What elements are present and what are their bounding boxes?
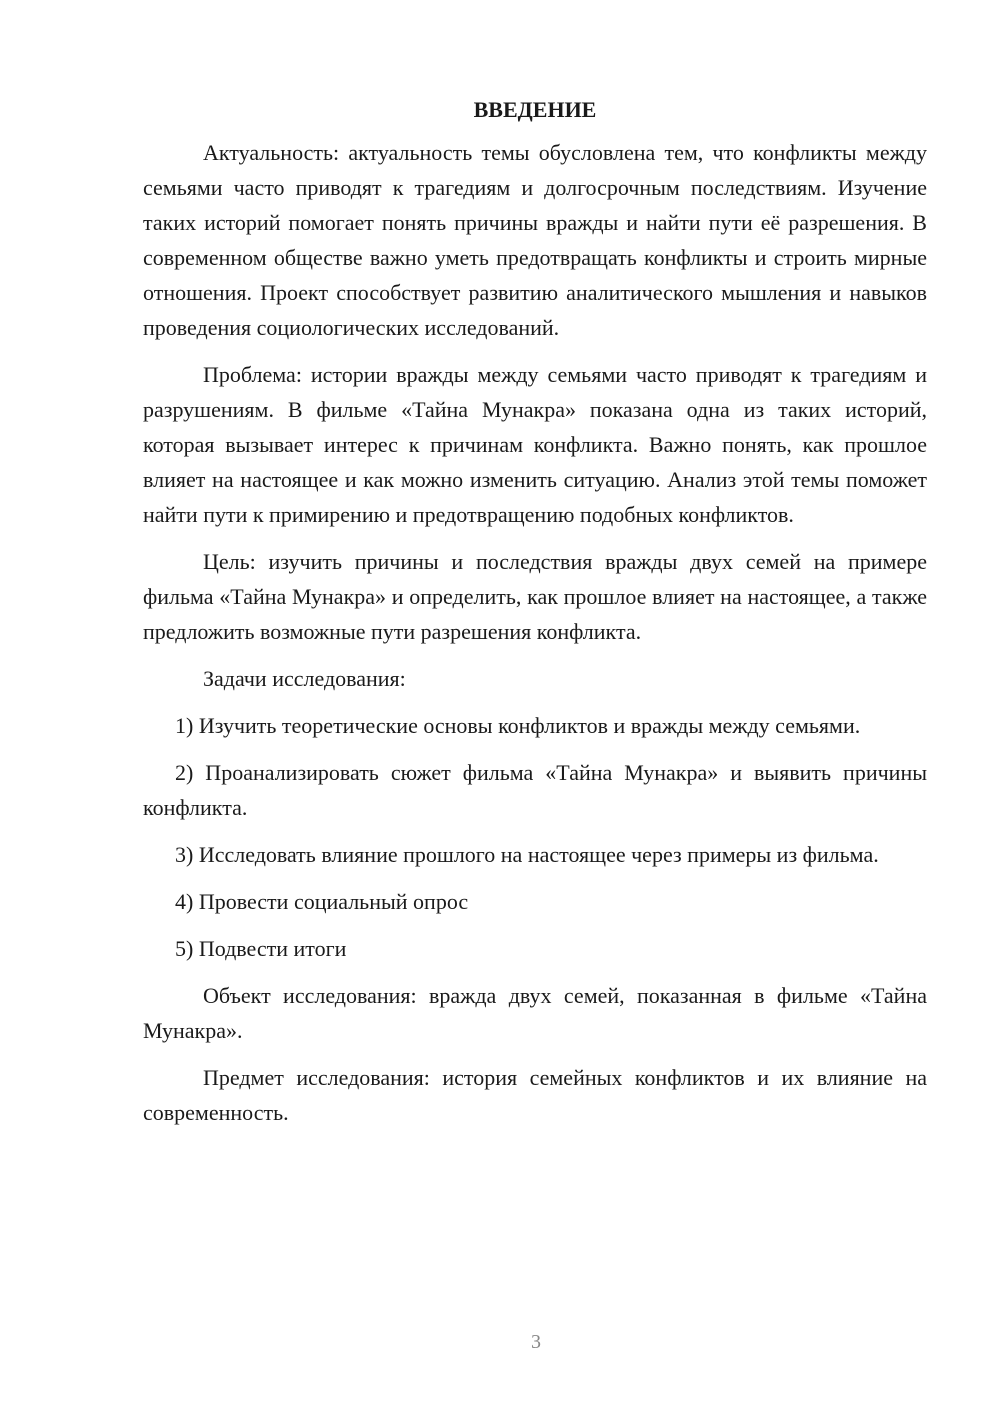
paragraph-goal: Цель: изучить причины и последствия вражды двух семей на примере фильма «Тайна Мунакра» и определить, как прошлое влияет на настоящее, а также предложить возможные пути разрешения конфликта.	[143, 549, 927, 644]
paragraph-problem: Проблема: истории вражды между семьями часто приводят к трагедиям и разрушениям. В фильме «Тайна Мунакра» показана одна из таких историй, которая вызывает интерес к причинам конфликта. Важно понять, как прошлое влияет на настоящее и как можно изменить ситуацию. Анализ этой темы поможет найти пути к примирению и предотвращению подобных конфликтов.	[143, 362, 927, 527]
task-item-1: 1) Изучить теоретические основы конфликтов и вражды между семьями.	[175, 713, 861, 738]
task-item-4: 4) Провести социальный опрос	[175, 889, 469, 914]
tasks-title: Задачи исследования:	[203, 666, 406, 691]
document-page	[143, 94, 927, 1142]
paragraph-actuality: Актуальность: актуальность темы обусловлена тем, что конфликты между семьями часто приводят к трагедиям и долгосрочным последствиям. Изучение таких историй помогает понять причины вражды и найти пути её разрешения. В современном обществе важно уметь предотвращать конфликты и строить мирные отношения. Проект способствует развитию аналитического мышления и навыков проведения социологических исследований.	[143, 140, 927, 340]
task-item-5: 5) Подвести итоги	[175, 936, 347, 961]
page-number: 3	[531, 1331, 541, 1353]
paragraph-subject: Предмет исследования: история семейных конфликтов и их влияние на современность.	[143, 1065, 927, 1125]
page-title: ВВЕДЕНИЕ	[473, 97, 597, 122]
paragraph-object: Объект исследования: вражда двух семей, показанная в фильме «Тайна Мунакра».	[143, 983, 927, 1043]
task-item-3: 3) Исследовать влияние прошлого на настоящее через примеры из фильма.	[175, 842, 879, 867]
task-item-2: 2) Проанализировать сюжет фильма «Тайна Мунакра» и выявить причины конфликта.	[143, 760, 927, 820]
